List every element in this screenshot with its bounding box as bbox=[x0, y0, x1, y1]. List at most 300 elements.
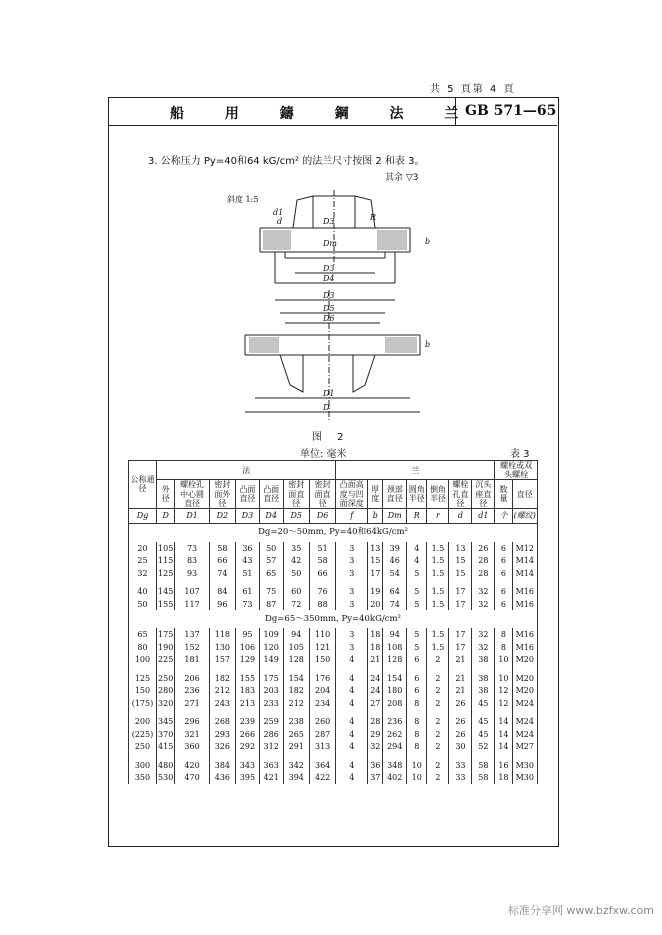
table-cell: 4 bbox=[336, 771, 368, 784]
table-cell: 24 bbox=[368, 684, 383, 697]
table-cell: 175 bbox=[158, 630, 174, 640]
table-cell: 233 bbox=[259, 697, 283, 710]
table-cell: 176 bbox=[309, 672, 335, 685]
table-cell: 149 bbox=[259, 653, 283, 666]
table-cell: 96 bbox=[209, 598, 235, 611]
table-cell: 348 bbox=[383, 759, 407, 772]
table-cell: 32 bbox=[472, 585, 495, 598]
table-cell: 61 bbox=[236, 585, 260, 598]
table-cell: 213 bbox=[236, 697, 260, 710]
table-cell: 42 bbox=[283, 554, 309, 567]
group-bolt: 螺栓或双头螺栓 bbox=[495, 461, 538, 480]
table-cell: 120 bbox=[259, 641, 283, 654]
table-cell: 6 bbox=[495, 567, 512, 580]
table-cell: 1.5 bbox=[427, 567, 449, 580]
table-cell: 3 bbox=[336, 554, 368, 567]
symbol-cell: (螺纹) bbox=[512, 508, 537, 523]
table-cell: 238 bbox=[283, 715, 309, 728]
table-cell: 33 bbox=[449, 771, 472, 784]
table-cell: 50 bbox=[259, 542, 283, 555]
table-cell: 145 bbox=[158, 587, 174, 597]
table-cell: 94 bbox=[383, 628, 407, 641]
table-cell: 4 bbox=[336, 653, 368, 666]
table-cell: 64 bbox=[383, 585, 407, 598]
symbol-cell: D bbox=[156, 508, 175, 523]
table-cell: 128 bbox=[383, 653, 407, 666]
table-cell: 137 bbox=[175, 628, 209, 641]
table-cell: 2 bbox=[427, 697, 449, 710]
table-cell: 43 bbox=[236, 554, 260, 567]
svg-text:D5: D5 bbox=[323, 304, 335, 313]
table-cell: 312 bbox=[259, 740, 283, 753]
col-dn: 公称通径 bbox=[129, 461, 157, 509]
table-cell: 40 bbox=[129, 585, 157, 598]
table-cell: M24 bbox=[512, 715, 537, 728]
page-header: 共 5 頁第 4 頁 bbox=[430, 84, 516, 95]
table-cell: (225) bbox=[129, 728, 157, 741]
col-counter: 沉头座直径 bbox=[472, 480, 495, 509]
table-row bbox=[129, 771, 538, 784]
table-cell: 3 bbox=[336, 542, 368, 555]
table-cell: 45 bbox=[472, 697, 495, 710]
table-cell: 182 bbox=[209, 672, 235, 685]
table-cell: 6 bbox=[495, 542, 512, 555]
table-cell: 18 bbox=[495, 771, 512, 784]
watermark: 标准分享网 www.bzfxw.com bbox=[507, 904, 654, 917]
table-cell: 106 bbox=[236, 641, 260, 654]
table-cell: 470 bbox=[175, 771, 209, 784]
table-cell: 33 bbox=[449, 759, 472, 772]
table-cell: 360 bbox=[175, 740, 209, 753]
table-cell: 2 bbox=[427, 771, 449, 784]
table-cell: 5 bbox=[407, 598, 427, 611]
table-cell: M20 bbox=[512, 653, 537, 666]
table-cell: 17 bbox=[449, 585, 472, 598]
table-cell: 94 bbox=[283, 628, 309, 641]
svg-text:D3: D3 bbox=[323, 217, 335, 226]
col-chamfer: 倒角半径 bbox=[427, 480, 449, 509]
table-cell: M12 bbox=[512, 542, 537, 555]
table-cell: 121 bbox=[309, 641, 335, 654]
table-cell: 4 bbox=[336, 697, 368, 710]
table-cell: 422 bbox=[309, 771, 335, 784]
table-cell: 57 bbox=[259, 554, 283, 567]
table-cell: 107 bbox=[175, 585, 209, 598]
table-cell: M20 bbox=[512, 684, 537, 697]
table-row bbox=[129, 628, 538, 641]
table-cell: 259 bbox=[259, 715, 283, 728]
table-cell: 4 bbox=[336, 684, 368, 697]
table-cell: 58 bbox=[309, 554, 335, 567]
table-cell: 262 bbox=[383, 728, 407, 741]
symbol-cell: D2 bbox=[209, 508, 235, 523]
table-cell: 350 bbox=[129, 771, 157, 784]
table-row bbox=[129, 641, 538, 654]
table-cell: 4 bbox=[407, 542, 427, 555]
table-cell: 6 bbox=[495, 585, 512, 598]
svg-text:D3: D3 bbox=[323, 264, 335, 273]
table-cell: 154 bbox=[383, 672, 407, 685]
section-condition: Dg=20～50mm, Py=40和64kG/cm² bbox=[129, 523, 538, 542]
table-cell: 51 bbox=[309, 542, 335, 555]
table-cell: M16 bbox=[512, 628, 537, 641]
table-cell: 363 bbox=[259, 759, 283, 772]
col-outer: 外径 bbox=[156, 480, 175, 509]
table-cell: 265 bbox=[283, 728, 309, 741]
table-cell: 21 bbox=[449, 653, 472, 666]
table-cell: M24 bbox=[512, 728, 537, 741]
table-cell: 74 bbox=[209, 567, 235, 580]
table-cell: 51 bbox=[236, 567, 260, 580]
table-cell: M24 bbox=[512, 697, 537, 710]
table-cell: 13 bbox=[449, 542, 472, 555]
table-cell: 4 bbox=[336, 728, 368, 741]
symbol-cell: d1 bbox=[472, 508, 495, 523]
table-cell: 100 bbox=[129, 653, 157, 666]
table-cell: 2 bbox=[427, 728, 449, 741]
table-cell: 60 bbox=[283, 585, 309, 598]
table-cell: 74 bbox=[383, 598, 407, 611]
table-cell: 38 bbox=[472, 684, 495, 697]
table-cell: 343 bbox=[236, 759, 260, 772]
table-cell: 117 bbox=[175, 598, 209, 611]
slope-label: 斜度 1:5 bbox=[227, 195, 259, 204]
table-cell: 15 bbox=[449, 567, 472, 580]
table-cell: 24 bbox=[368, 672, 383, 685]
table-cell: 58 bbox=[209, 542, 235, 555]
unit-label: 单位: 毫米 bbox=[300, 449, 347, 460]
table-cell: 1.5 bbox=[427, 554, 449, 567]
table-cell: 29 bbox=[368, 728, 383, 741]
table-row bbox=[129, 684, 538, 697]
table-cell: 38 bbox=[472, 653, 495, 666]
table-cell: 65 bbox=[259, 567, 283, 580]
table-cell: 17 bbox=[449, 628, 472, 641]
table-cell: 291 bbox=[283, 740, 309, 753]
table-cell: 28 bbox=[472, 567, 495, 580]
table-cell: 3 bbox=[336, 585, 368, 598]
table-cell: 2 bbox=[427, 653, 449, 666]
table-cell: 14 bbox=[495, 740, 512, 753]
section-condition: Dg=65～350mm, Py=40kG/cm² bbox=[129, 610, 538, 628]
table-cell: 183 bbox=[236, 684, 260, 697]
table-cell: 93 bbox=[175, 567, 209, 580]
table-cell: 2 bbox=[427, 684, 449, 697]
table-cell: 182 bbox=[283, 684, 309, 697]
table-cell: 73 bbox=[175, 542, 209, 555]
table-cell: 75 bbox=[259, 585, 283, 598]
symbol-cell: D1 bbox=[175, 508, 209, 523]
table-cell: 32 bbox=[129, 567, 157, 580]
table-cell: 204 bbox=[309, 684, 335, 697]
table-cell: 1.5 bbox=[427, 542, 449, 555]
table-cell: 321 bbox=[175, 728, 209, 741]
table-cell: 26 bbox=[449, 728, 472, 741]
table-row bbox=[129, 759, 538, 772]
table-cell: 10 bbox=[407, 771, 427, 784]
table-row bbox=[129, 585, 538, 598]
svg-text:D: D bbox=[323, 403, 330, 412]
table-cell: 38 bbox=[472, 672, 495, 685]
col-depth: 凸面高度与凹面深度 bbox=[336, 480, 368, 509]
table-cell: M16 bbox=[512, 585, 537, 598]
symbol-cell: f bbox=[336, 508, 368, 523]
table-cell: 421 bbox=[259, 771, 283, 784]
table-cell: 190 bbox=[158, 642, 174, 652]
table-cell: 15 bbox=[368, 554, 383, 567]
table-cell: 480 bbox=[158, 760, 174, 770]
table-cell: 266 bbox=[236, 728, 260, 741]
table-cell: 2 bbox=[427, 715, 449, 728]
symbol-cell: D3 bbox=[236, 508, 260, 523]
table-cell: 271 bbox=[175, 697, 209, 710]
table-cell: 52 bbox=[472, 740, 495, 753]
table-cell: 175 bbox=[259, 672, 283, 685]
table-cell: 181 bbox=[175, 653, 209, 666]
table-cell: M14 bbox=[512, 554, 537, 567]
symbol-cell: Dg bbox=[129, 508, 157, 523]
table-cell: 28 bbox=[472, 554, 495, 567]
table-cell: 234 bbox=[309, 697, 335, 710]
table-cell: 420 bbox=[175, 759, 209, 772]
symbol-cell: d bbox=[449, 508, 472, 523]
table-cell: 415 bbox=[158, 742, 174, 752]
table-cell: 105 bbox=[158, 543, 174, 553]
table-cell: 14 bbox=[495, 728, 512, 741]
svg-text:D3: D3 bbox=[323, 291, 335, 300]
table-cell: 12 bbox=[495, 697, 512, 710]
table-cell: 8 bbox=[495, 628, 512, 641]
symbol-cell: r bbox=[427, 508, 449, 523]
figure-caption: 图 2 bbox=[312, 432, 350, 443]
table-cell: 203 bbox=[259, 684, 283, 697]
table-cell: 83 bbox=[175, 554, 209, 567]
table-row bbox=[129, 653, 538, 666]
table-cell: 32 bbox=[368, 740, 383, 753]
table-cell: 10 bbox=[407, 759, 427, 772]
table-cell: 155 bbox=[236, 672, 260, 685]
table-cell: 46 bbox=[383, 554, 407, 567]
table-cell: 105 bbox=[283, 641, 309, 654]
table-cell: 436 bbox=[209, 771, 235, 784]
table-cell: 18 bbox=[368, 628, 383, 641]
table-cell: 3 bbox=[336, 567, 368, 580]
table-cell: M30 bbox=[512, 771, 537, 784]
symbol-cell: D5 bbox=[283, 508, 309, 523]
table-cell: M30 bbox=[512, 759, 537, 772]
table-cell: 10 bbox=[495, 653, 512, 666]
col-seal-dia: 密封面直径 bbox=[283, 480, 309, 509]
table-cell: 8 bbox=[407, 740, 427, 753]
table-cell: 110 bbox=[309, 628, 335, 641]
table-cell: 26 bbox=[472, 542, 495, 555]
table-cell: 154 bbox=[283, 672, 309, 685]
table-cell: 1.5 bbox=[427, 585, 449, 598]
table-cell: 39 bbox=[383, 542, 407, 555]
table-cell: 87 bbox=[259, 598, 283, 611]
table-cell: 4 bbox=[336, 740, 368, 753]
table-cell: 54 bbox=[383, 567, 407, 580]
table-cell: 14 bbox=[495, 715, 512, 728]
table-cell: 6 bbox=[407, 684, 427, 697]
table-cell: 21 bbox=[449, 684, 472, 697]
col-thick: 厚度 bbox=[368, 480, 383, 509]
table-cell: M14 bbox=[512, 567, 537, 580]
table-cell: 80 bbox=[129, 641, 157, 654]
table-cell: 18 bbox=[368, 641, 383, 654]
table-cell: 280 bbox=[158, 686, 174, 696]
col-bolt-hole: 螺栓孔直径 bbox=[449, 480, 472, 509]
table-row bbox=[129, 542, 538, 555]
svg-text:Dm: Dm bbox=[323, 239, 337, 248]
table-cell: 21 bbox=[449, 672, 472, 685]
table-cell: 118 bbox=[209, 628, 235, 641]
table-cell: 17 bbox=[449, 641, 472, 654]
table-cell: 73 bbox=[236, 598, 260, 611]
table-label: 表 3 bbox=[510, 449, 530, 460]
symbol-cell: D6 bbox=[309, 508, 335, 523]
table-cell: 125 bbox=[129, 672, 157, 685]
table-cell: 4 bbox=[336, 672, 368, 685]
table-cell: 212 bbox=[283, 697, 309, 710]
table-cell: 208 bbox=[383, 697, 407, 710]
table-row bbox=[129, 728, 538, 741]
table-cell: 320 bbox=[158, 698, 174, 708]
table-row bbox=[129, 697, 538, 710]
table-cell: 236 bbox=[175, 684, 209, 697]
symbol-cell: D4 bbox=[259, 508, 283, 523]
table-cell: 384 bbox=[209, 759, 235, 772]
svg-text:D4: D4 bbox=[323, 274, 335, 283]
table-cell: 20 bbox=[368, 598, 383, 611]
table-cell: 364 bbox=[309, 759, 335, 772]
table-cell: 27 bbox=[368, 697, 383, 710]
table-cell: 65 bbox=[129, 628, 157, 641]
table-cell: 296 bbox=[175, 715, 209, 728]
svg-text:D6: D6 bbox=[323, 314, 335, 323]
table-cell: 6 bbox=[495, 598, 512, 611]
table-cell: 300 bbox=[129, 759, 157, 772]
standard-code: GB 571—65 bbox=[465, 103, 557, 119]
table-cell: 30 bbox=[449, 740, 472, 753]
table-cell: 10 bbox=[495, 672, 512, 685]
table-cell: 95 bbox=[236, 628, 260, 641]
table-cell: 8 bbox=[407, 715, 427, 728]
table-cell: 32 bbox=[472, 628, 495, 641]
table-cell: 1.5 bbox=[427, 641, 449, 654]
table-cell: 129 bbox=[236, 653, 260, 666]
table-cell: 25 bbox=[129, 554, 157, 567]
table-cell: 530 bbox=[158, 773, 174, 783]
table-cell: 260 bbox=[309, 715, 335, 728]
table-cell: 250 bbox=[129, 740, 157, 753]
table-row bbox=[129, 554, 538, 567]
table-cell: 2 bbox=[427, 759, 449, 772]
table-cell: 50 bbox=[283, 567, 309, 580]
table-cell: 17 bbox=[368, 567, 383, 580]
table-cell: 157 bbox=[209, 653, 235, 666]
table-cell: 19 bbox=[368, 585, 383, 598]
table-cell: 88 bbox=[309, 598, 335, 611]
table-cell: 26 bbox=[449, 715, 472, 728]
table-cell: M16 bbox=[512, 598, 537, 611]
table-cell: 1.5 bbox=[427, 628, 449, 641]
table-cell: (175) bbox=[129, 697, 157, 710]
table-row bbox=[129, 740, 538, 753]
table-cell: 15 bbox=[449, 554, 472, 567]
table-cell: M16 bbox=[512, 641, 537, 654]
svg-text:b: b bbox=[425, 237, 431, 246]
table-cell: 8 bbox=[407, 697, 427, 710]
table-cell: 16 bbox=[495, 759, 512, 772]
table-cell: 58 bbox=[472, 771, 495, 784]
symbol-cell: R bbox=[407, 508, 427, 523]
table-cell: 66 bbox=[209, 554, 235, 567]
table-cell: 345 bbox=[158, 717, 174, 727]
col-seal-out: 密封面外径 bbox=[209, 480, 235, 509]
table-cell: 84 bbox=[209, 585, 235, 598]
table-cell: 76 bbox=[309, 585, 335, 598]
table-cell: 268 bbox=[209, 715, 235, 728]
symbol-cell: 个 bbox=[495, 508, 512, 523]
col-qty: 数量 bbox=[495, 480, 512, 509]
table-cell: 243 bbox=[209, 697, 235, 710]
table-cell: 150 bbox=[129, 684, 157, 697]
table-cell: 152 bbox=[175, 641, 209, 654]
surface-finish-note: 其余 ▽3 bbox=[385, 173, 419, 183]
table-cell: 35 bbox=[283, 542, 309, 555]
table-cell: 1.5 bbox=[427, 598, 449, 611]
table-cell: 109 bbox=[259, 628, 283, 641]
table-cell: 6 bbox=[407, 672, 427, 685]
table-cell: 20 bbox=[129, 542, 157, 555]
table-cell: 3 bbox=[336, 598, 368, 611]
table-cell: M20 bbox=[512, 672, 537, 685]
group-neck: 兰 bbox=[336, 461, 495, 480]
table-cell: 128 bbox=[283, 653, 309, 666]
table-cell: 250 bbox=[158, 673, 174, 683]
table-cell: 342 bbox=[283, 759, 309, 772]
group-flange: 法 bbox=[156, 461, 335, 480]
table-row bbox=[129, 567, 538, 580]
table-row bbox=[129, 598, 538, 611]
table-cell: 370 bbox=[158, 729, 174, 739]
table-cell: 236 bbox=[383, 715, 407, 728]
table-cell: 5 bbox=[407, 628, 427, 641]
table-cell: 150 bbox=[309, 653, 335, 666]
flange-drawing bbox=[225, 180, 440, 425]
table-cell: 292 bbox=[236, 740, 260, 753]
table-cell: 32 bbox=[472, 641, 495, 654]
symbol-cell: b bbox=[368, 508, 383, 523]
col-pcd: 螺栓孔中心圆直径 bbox=[175, 480, 209, 509]
dimension-table bbox=[128, 460, 538, 784]
table-cell: M27 bbox=[512, 740, 537, 753]
table-cell: 3 bbox=[336, 628, 368, 641]
table-cell: 326 bbox=[209, 740, 235, 753]
col-convex: 凸面直径 bbox=[236, 480, 260, 509]
table-cell: 32 bbox=[472, 598, 495, 611]
table-cell: 6 bbox=[495, 554, 512, 567]
table-cell: 313 bbox=[309, 740, 335, 753]
table-cell: 125 bbox=[158, 568, 174, 578]
table-cell: 37 bbox=[368, 771, 383, 784]
table-cell: 3 bbox=[336, 641, 368, 654]
table-cell: 2 bbox=[427, 672, 449, 685]
col-radius: 圆角半径 bbox=[407, 480, 427, 509]
table-cell: 28 bbox=[368, 715, 383, 728]
table-cell: 8 bbox=[407, 728, 427, 741]
